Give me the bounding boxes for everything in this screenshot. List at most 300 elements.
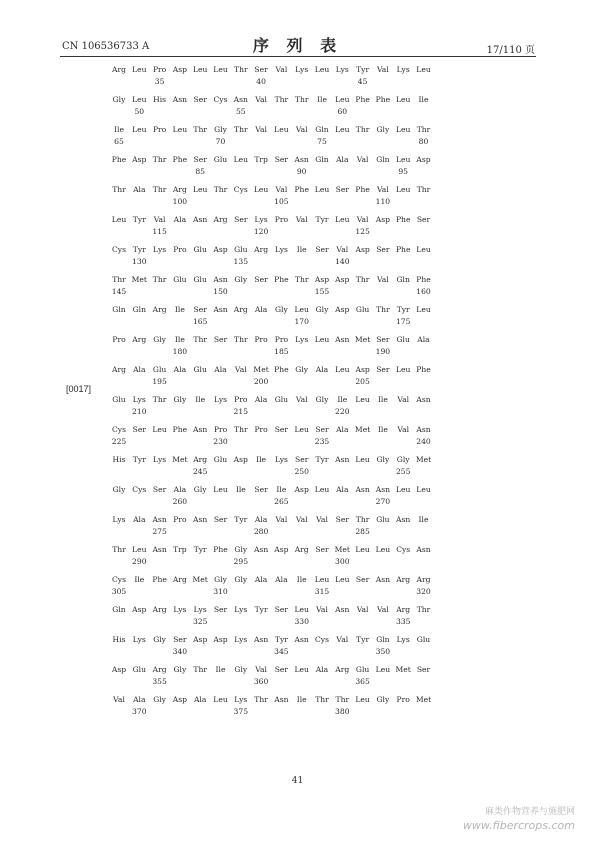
residue: Cys [132,485,147,494]
residue: Thr [416,125,431,134]
sequence-block [111,664,439,694]
position-number: 80 [418,137,429,146]
residue: Leu [294,425,309,434]
residue: Cys [112,425,126,434]
residue: Thr [294,275,309,284]
position-number: 170 [294,317,309,326]
residue: Asn [396,515,411,524]
residue: Asn [172,95,188,104]
residue: Gly [173,665,187,674]
residue: Thr [152,185,167,194]
sequence-block [111,274,439,304]
residue: Ala [214,365,227,374]
residue: Met [253,365,269,374]
residue: Ser [295,455,309,464]
residue: Ala [275,575,288,584]
header-rule [60,56,536,57]
residue: Arg [254,245,269,254]
residue: Cys [112,245,126,254]
residue: Leu [294,665,309,674]
residue: Ile [418,95,429,104]
residue-row [114,364,439,376]
position-number: 205 [355,377,370,386]
residue: Ile [296,695,307,704]
residue: Val [377,605,389,614]
residue: Glu [416,635,431,644]
position-number: 75 [317,137,327,146]
watermark-url: www.fibercrops.com [462,819,575,832]
residue: Gly [396,455,410,464]
residue: Asp [375,215,391,224]
residue: Ile [235,485,246,494]
residue: Val [397,395,410,404]
residue: Gly [153,335,166,344]
residue: Ser [132,425,146,434]
position-number: 240 [416,437,431,446]
residue: Glu [193,245,207,254]
position-number: 305 [111,587,127,596]
residue: Leu [132,95,147,104]
residue: His [112,635,126,644]
residue: Glu [112,395,126,404]
residue: Val [255,125,267,134]
residue: Gln [376,635,390,644]
watermark-text: 麻类作物营养与施肥网 [484,807,575,817]
residue: Asn [294,155,309,164]
position-number-row [114,646,439,658]
position-number: 265 [274,497,289,506]
position-number: 120 [253,227,269,236]
residue: Arg [172,185,187,194]
residue: Asn [213,275,228,284]
position-number: 355 [152,677,167,686]
residue: Leu [294,305,309,314]
residue: Ser [335,515,349,524]
residue: Gln [376,155,390,164]
residue: Gly [214,575,227,584]
residue: Asn [335,335,350,344]
residue: Asp [233,455,248,464]
residue: Gly [153,635,166,644]
residue: Val [275,65,288,74]
residue: Pro [254,335,268,344]
residue: Val [295,395,308,404]
residue: Pro [173,515,187,524]
residue: Leu [132,545,147,554]
residue: Tyr [315,215,329,224]
position-number: 330 [294,617,309,626]
position-number-row [114,166,439,178]
residue: Thr [112,545,126,554]
residue: Ser [274,665,289,674]
residue: Tyr [396,305,410,314]
residue: Lys [274,455,288,464]
residue: Leu [355,695,370,704]
position-number: 145 [111,287,127,296]
residue: Ser [416,215,431,224]
residue: Leu [192,185,208,194]
position-number: 320 [416,587,431,596]
residue: Lys [396,65,410,74]
residue: Ala [133,185,146,194]
position-number: 300 [335,557,350,566]
residue: Met [354,425,371,434]
residue: Gly [234,665,248,674]
residue: Ile [114,125,124,134]
position-number: 50 [134,107,145,116]
residue: Ala [173,215,187,224]
residue: Lys [173,605,187,614]
residue: Ile [317,95,327,104]
position-number: 200 [253,377,269,386]
residue: Leu [274,125,289,134]
residue: Asn [253,635,269,644]
residue: Pro [152,125,167,134]
residue-row [114,394,439,406]
residue: Val [356,605,369,614]
residue: Tyr [274,635,288,644]
residue: Thr [294,95,309,104]
residue: Ile [195,395,206,404]
position-number: 250 [294,467,309,476]
residue: Arg [112,65,126,74]
residue-row [111,154,439,166]
residue: Gly [315,305,329,314]
residue: Gly [112,485,126,494]
residue: Glu [355,665,370,674]
residue: Leu [335,365,350,374]
residue: Tyr [234,515,248,524]
residue: Leu [355,395,370,404]
residue: Asp [193,635,208,644]
position-number: 315 [314,587,330,596]
residue: Ser [193,305,207,314]
residue: Leu [395,125,411,134]
residue: Asn [294,635,309,644]
position-number: 185 [274,347,289,356]
residue: Leu [335,575,350,584]
residue: Met [415,455,432,464]
position-number: 140 [335,257,350,266]
residue-row [114,124,439,136]
residue: Leu [213,485,228,494]
residue: Glu [152,365,167,374]
residue: Phe [172,425,188,434]
position-number-row [114,316,439,328]
residue: Val [153,215,166,224]
residue: Phe [355,185,370,194]
residue: Met [334,545,350,554]
residue: Ala [193,695,207,704]
residue: Leu [152,425,167,434]
residue: Arg [416,575,431,584]
residue: Pro [396,695,410,704]
residue: Val [377,275,389,284]
residue: Leu [213,695,228,704]
residue: Glu [376,515,390,524]
residue: Pro [254,425,268,434]
residue: Gly [315,395,329,404]
residue: Asp [294,485,309,494]
residue: Leu [192,65,208,74]
residue: Cys [396,545,411,554]
position-number: 285 [355,527,370,536]
residue: His [112,455,126,464]
residue: Thr [193,125,207,134]
position-number-row [114,256,439,268]
residue: Glu [396,335,410,344]
residue: Gly [376,455,390,464]
sequence-block [114,364,439,394]
position-number: 215 [233,407,249,416]
residue-row [114,424,439,436]
residue: Phe [172,155,188,164]
residue: Gly [234,545,248,554]
position-number: 65 [114,137,124,146]
position-number: 165 [192,317,208,326]
position-number-row [114,106,439,118]
residue: Ala [315,365,329,374]
residue: Leu [213,65,228,74]
residue: Cys [213,95,228,104]
position-number: 230 [213,437,228,446]
residue: Pro [213,425,228,434]
residue: Arg [396,605,411,614]
residue: Gly [234,575,248,584]
residue: Ile [215,665,226,674]
residue: Leu [375,545,391,554]
position-number-row [114,466,439,478]
position-number: 135 [233,257,249,266]
residue-row [114,634,439,646]
position-number-row [111,586,439,598]
residue: Leu [395,155,411,164]
position-number: 260 [172,497,188,506]
residue: Leu [335,95,350,104]
residue: Cys [112,575,126,584]
residue: Ile [377,395,388,404]
residue-row [114,514,439,526]
residue: Met [131,275,147,284]
residue: Arg [152,305,167,314]
residue: Ser [274,425,289,434]
page-header [0,0,595,60]
residue: Ser [193,95,207,104]
position-number: 100 [172,197,188,206]
residue: Asp [132,605,147,614]
residue: Ser [234,215,248,224]
residue: Lys [153,245,167,254]
residue: Thr [193,335,207,344]
residue: Thr [112,275,126,284]
residue: Asn [233,95,248,104]
residue: Pro [274,215,289,224]
position-number: 190 [375,347,391,356]
residue: Thr [355,515,370,524]
residue: Leu [132,125,147,134]
residue: Ser [274,605,289,614]
position-number: 245 [192,467,208,476]
residue: Glu [234,245,248,254]
residue: Ile [276,485,287,494]
sequence-block [114,394,439,424]
residue: Lys [193,605,207,614]
residue-row [114,334,439,346]
position-number-row [114,616,439,628]
residue: Leu [395,95,411,104]
sequence-block [114,514,439,544]
residue-row [111,664,439,676]
residue: Gly [274,305,288,314]
residue: Ser [152,485,167,494]
position-number: 310 [213,587,228,596]
residue: Glu [213,455,228,464]
residue: Ile [377,425,388,434]
residue: Ser [315,545,329,554]
position-number: 365 [355,677,370,686]
residue: Lys [213,395,228,404]
residue: Phe [395,215,411,224]
residue: Asp [314,275,330,284]
residue: Ser [213,605,228,614]
residue: Glu [355,305,370,314]
residue: Leu [132,65,147,74]
position-number-row [114,376,439,388]
position-number: 175 [395,317,411,326]
residue: Cys [315,635,329,644]
sequence-block [114,634,439,664]
position-number: 275 [152,527,167,536]
residue: Ile [337,395,348,404]
residue: Tyr [356,635,370,644]
residue: Asp [172,65,188,74]
residue-row [114,484,439,496]
position-number: 40 [256,77,266,86]
residue: Phe [152,575,167,584]
residue: Leu [416,485,431,494]
sequence-block [114,604,439,634]
residue: Asn [335,455,350,464]
residue: Ser [335,185,349,194]
residue: Leu [375,665,391,674]
position-number: 180 [172,347,188,356]
residue: Thr [416,185,431,194]
position-number: 340 [172,647,188,656]
residue: Asp [213,245,228,254]
residue: Val [316,605,328,614]
residue: Val [113,695,125,704]
residue: Gln [315,155,329,164]
residue: Glu [193,365,207,374]
residue: Pro [112,335,126,344]
residue: Lys [153,455,167,464]
residue-row [114,274,439,286]
residue-row [114,544,439,556]
position-number: 220 [335,407,350,416]
residue-row [111,214,439,226]
residue: Glu [213,155,228,164]
residue: Ala [336,425,349,434]
residue: Cys [233,185,248,194]
residue: Ala [336,155,349,164]
residue: Thr [152,275,167,284]
residue: Val [336,245,349,254]
position-number-row [114,496,439,508]
residue: Thr [152,155,167,164]
residue: Leu [172,125,188,134]
residue: Lys [234,635,248,644]
residue-row [114,604,439,616]
residue: Tyr [356,65,370,74]
position-number-row [114,676,439,688]
sequence-block [114,244,439,274]
position-number-row [114,706,439,718]
residue: Leu [253,185,269,194]
residue: Asn [416,395,431,404]
residue: Leu [335,215,350,224]
residue: Tyr [132,245,146,254]
position-number-row [114,526,439,538]
position-number: 270 [375,497,391,506]
residue: Val [234,365,247,374]
residue: Gly [234,275,248,284]
position-number-row [114,226,439,238]
residue-row [114,94,439,106]
residue: Ser [315,245,329,254]
residue: Thr [193,665,207,674]
position-number: 195 [152,377,167,386]
residue: Ser [173,635,187,644]
residue: Phe [213,545,228,554]
sequence-block [111,574,439,604]
residue: Asp [274,545,289,554]
residue: Ala [133,695,146,704]
residue: Ile [174,335,185,344]
position-number: 55 [235,107,246,116]
residue: Phe [375,95,391,104]
residue: Arg [233,305,248,314]
position-number-row [111,286,439,298]
position-number: 290 [132,557,147,566]
residue: Pro [152,65,167,74]
residue: Leu [111,215,127,224]
sequence-block [114,184,439,214]
position-number: 325 [192,617,208,626]
residue: Val [275,185,288,194]
residue: Thr [234,125,248,134]
position-number: 335 [395,617,411,626]
residue: Gln [396,275,410,284]
position-number: 380 [335,707,350,716]
residue: Phe [355,95,370,104]
residue: Ala [417,335,430,344]
residue: Lys [234,605,248,614]
residue: Leu [314,485,330,494]
residue: Phe [416,275,431,284]
sequence-block [114,694,439,724]
position-number: 115 [152,227,167,236]
page-title: 序 列 表 [252,36,343,55]
residue: Lys [295,335,309,344]
position-number: 60 [337,107,348,116]
residue: Ser [416,665,431,674]
residue: Ile [134,575,145,584]
residue: Ser [254,65,268,74]
residue: Phe [395,245,411,254]
residue-row [114,454,439,466]
residue: Gln [315,125,329,134]
sequence-block [114,454,439,484]
